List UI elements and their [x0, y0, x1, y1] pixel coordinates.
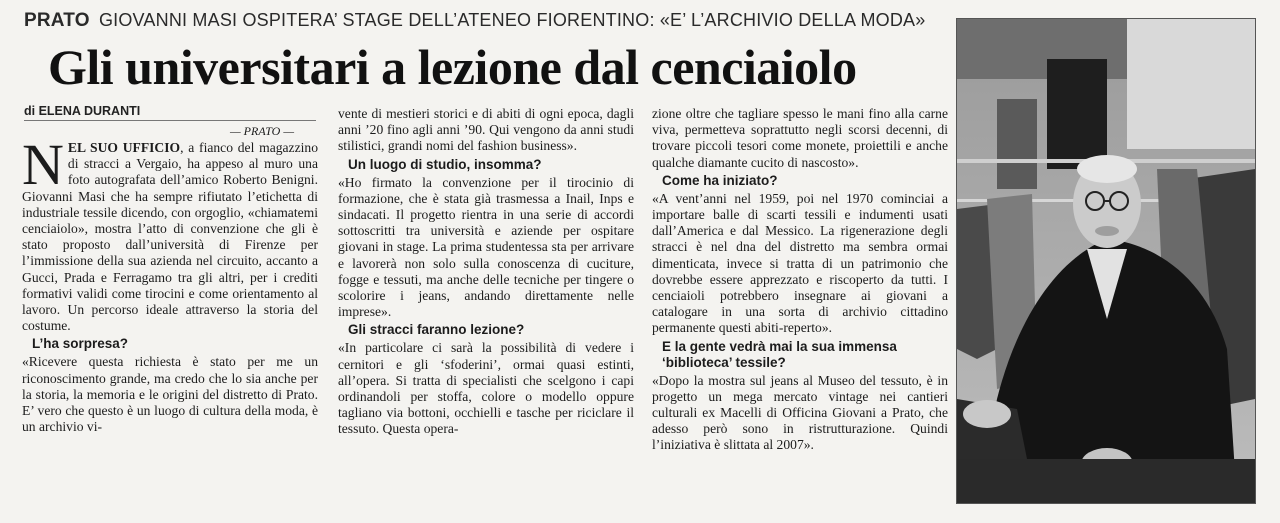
column-2: [338, 106, 634, 438]
kicker: [24, 10, 925, 32]
kicker-place: PRATO: [24, 10, 90, 31]
col3-paragraph-1: zione oltre che tagliare spesso le mani fino alla carne viva, permetteva soprattutto negli scorsi decenni, di trovare piccoli tesori come monete, proiettili e anche qualche diamante cucito di nascosto».: [652, 106, 948, 170]
dateline: — PRATO —: [230, 124, 295, 138]
col2-paragraph-1: vente di mestieri storici e di abiti di ogni epoca, dagli anni ’20 fino agli anni ’90. Qui vengono da anni studi stilistici, grandi nomi del fashion business».: [338, 106, 634, 154]
photo-illustration: [957, 19, 1255, 503]
col3-paragraph-3: «Dopo la mostra sul jeans al Museo del tessuto, è in progetto un mega mercato vintage nei cantieri culturali ex Macelli di Officina Giovani a Prato, che adesso però sono in ristrutturazione. Quindi l’iniziativa è slittata al 2007».: [652, 372, 948, 453]
subhead-biblioteca-tessile: E la gente vedrà mai la sua immensa ‘biblioteca’ tessile?: [662, 338, 897, 370]
drop-cap: N: [22, 132, 64, 197]
col2-paragraph-2: «Ho firmato la convenzione per il tirocinio di formazione, che è stata già trasmessa a Inail, Inps e sindacati. Il progetto rientra in una serie di accordi sottoscritti tra università e aziende per ospitare giovani in stage. La prima studentessa sta per arrivare e lavorerà non solo sulla conoscenza di cuciture, fogge e tessuti, ma anche delle tecniche per tingere o scolorire i jeans, andando direttamente nelle imprese».: [338, 174, 634, 320]
subhead-come-ha-iniziato: Come ha iniziato?: [662, 172, 778, 188]
byline-rule: [24, 120, 316, 121]
lead-in: EL SUO UFFICIO: [67, 140, 181, 155]
subhead-sorpresa: L’ha sorpresa?: [32, 336, 129, 352]
photo-giovanni-masi: [956, 18, 1256, 504]
kicker-text: GIOVANNI MASI OSPITERA’ STAGE DELL’ATENEO FIORENTINO: «E’ L’ARCHIVIO DELLA MODA»: [98, 10, 926, 30]
col1-text-1: , a fianco del magazzino di stracci a Vergaio, ha appeso al muro una foto autografata dell’amico Roberto Benigni. Giovanni Masi che ha sempre rifiutato l’etichetta di industriale tessile dicendo, con orgoglio, «chiamatemi cenciaiolo», mostra l’atto di convenzione che gli è stato proposto dall’università di Firenze per l’immissione della sua azienda nel circuito, accanto a Gucci, Prada e Ferragamo tra gli altri, per i crediti formativi validi come tirocini e come orientamento al lavoro. Un percorso ideale attraverso la storia del costume.: [22, 140, 318, 334]
column-1: [22, 132, 318, 435]
col1-paragraph-1: [22, 132, 318, 334]
subhead-stracci-lezione: Gli stracci faranno lezione?: [348, 322, 525, 338]
column-3: [652, 106, 948, 454]
col2-paragraph-3: «In particolare ci sarà la possibilità di vedere i cernitori e gli ‘sfoderini’, ormai quasi estinti, all’opera. Si tratta di specialisti che scelgono i capi ordinandoli per stoffa, colore o modello oppure tagliano via bottoni, occhielli e tasche per riciclare il tessuto. Questa opera-: [338, 340, 634, 437]
headline: Gli universitari a lezione dal cenciaiolo: [48, 39, 857, 95]
col3-paragraph-2: «A vent’anni nel 1959, poi nel 1970 cominciai a importare balle di scarti tessili e indumenti usati dall’America e dal Messico. La rigenerazione degli stracci è nel dna del distretto ma sembra ormai dimenticata, invece si tratta di un patrimonio che dovrebbe essere apprezzato e riscoperto da tutti. I cenciaioli potrebbero insegnare ai giovani a catalogare in una sorta di archivio cittadino permanente questi abiti-reperto».: [652, 190, 948, 336]
byline: di ELENA DURANTI: [24, 104, 141, 118]
col1-paragraph-2: «Ricevere questa richiesta è stato per me un riconoscimento grande, ma credo che lo sia anche per la storia, la memoria e le origini del distretto di Prato. E’ vero che questo è un luogo di cultura della moda, è un archivio vi-: [22, 354, 318, 435]
subhead-luogo-di-studio: Un luogo di studio, insomma?: [348, 156, 542, 172]
